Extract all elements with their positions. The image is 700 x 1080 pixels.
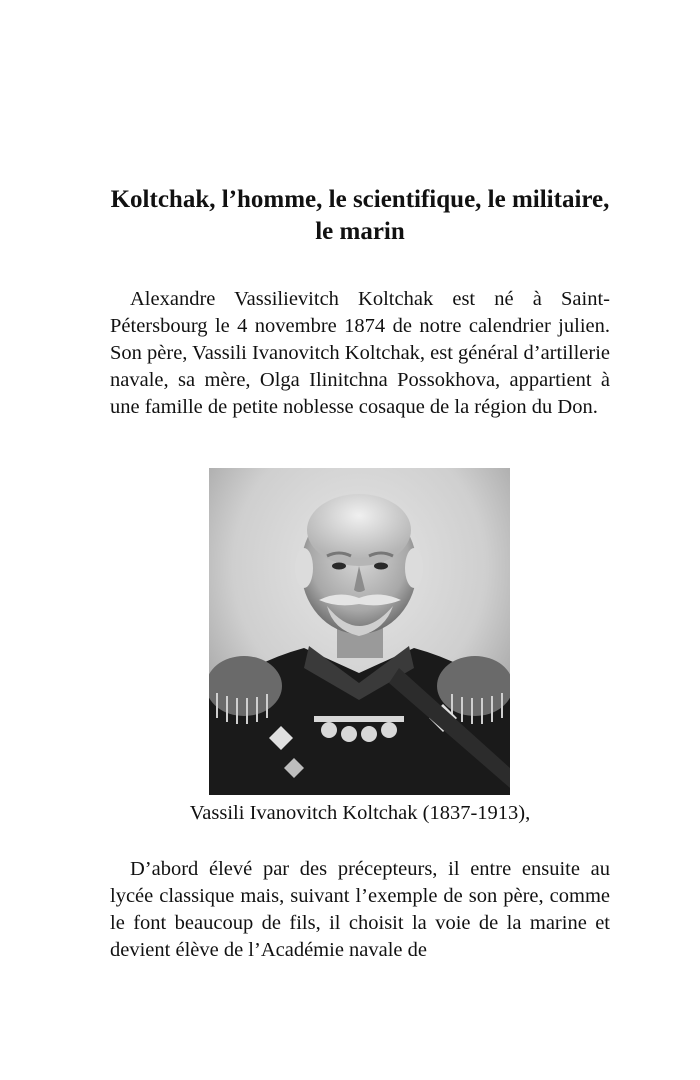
chapter-title: Koltchak, l’homme, le scientifique, le militaire, le marin [110,186,610,245]
paragraph: D’abord élevé par des précepteurs, il entre ensuite au lycée classique mais, suivant l’exemple de son père, comme le font beaucoup de fils, il choisit la voie de la marine et devient élève de l’Académie navale de [110,858,610,961]
paragraph: Alexandre Vassilievitch Koltchak est né à Saint-Pétersbourg le 4 novembre 1874 de notre calendrier julien. Son père, Vassili Ivanovitch Koltchak, est général d’artillerie navale, sa mère, Olga Ilinitchna Possokhova, appartient à une famille de petite noblesse cosaque de la région du Don. [110,288,611,418]
figure-caption: Vassili Ivanovitch Koltchak (1837-1913), [189,802,531,824]
book-page [110,0,610,1080]
portrait-photo [209,468,510,795]
